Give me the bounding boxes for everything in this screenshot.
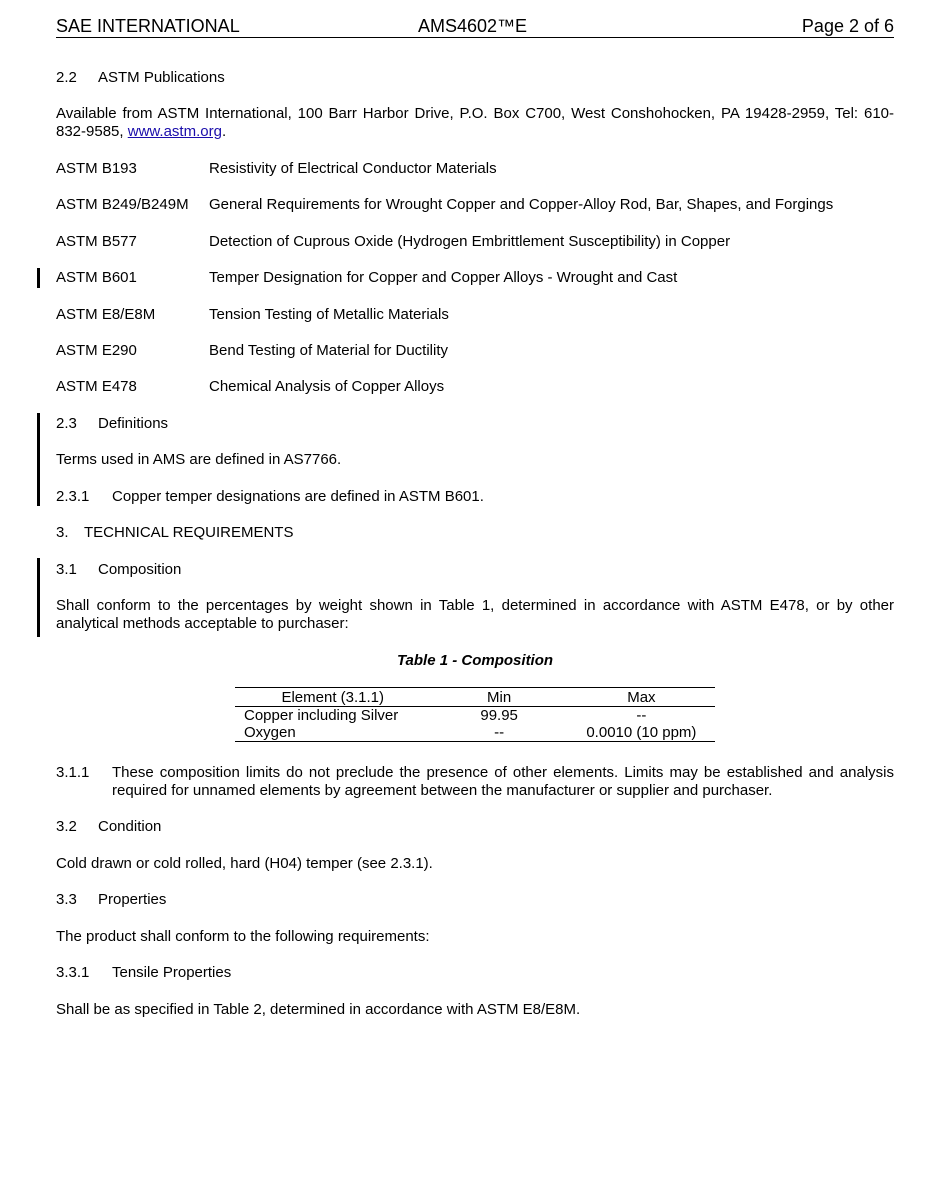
section-3-1-heading: 3.1 Composition (56, 561, 182, 578)
reference-title: Resistivity of Electrical Conductor Materials (209, 160, 497, 177)
reference-code: ASTM B193 (56, 160, 137, 177)
reference-code: ASTM B601 (56, 269, 137, 286)
section-3-1-1: 3.1.1 These composition limits do not preclude the presence of other elements. Limits may be established and analysis required for unnamed elements by agreement between the manufacturer or supplier and purchaser. (56, 764, 894, 799)
table-cell: Oxygen (235, 724, 431, 742)
table-header-cell: Max (568, 688, 715, 707)
table-header-row (235, 688, 715, 707)
change-bar (37, 558, 40, 637)
header-doc-number: AMS4602™E (418, 16, 528, 36)
change-bar (37, 413, 40, 506)
astm-website-link[interactable]: www.astm.org (127, 123, 222, 140)
reference-title: Detection of Cuprous Oxide (Hydrogen Embrittlement Susceptibility) in Copper (209, 233, 731, 250)
header-page-number: Page 2 of 6 (801, 16, 894, 36)
table-cell: 0.0010 (10 ppm) (568, 724, 715, 742)
table-cell: Copper including Silver (244, 707, 399, 724)
section-3-3-1-heading: 3.3.1 Tensile Properties (56, 964, 232, 981)
reference-code: ASTM E8/E8M (56, 306, 156, 323)
reference-code: ASTM E290 (56, 342, 137, 359)
table-cell: 99.95 (480, 707, 518, 724)
table-header-cell: Element (3.1.1) (235, 688, 431, 707)
table-row (235, 707, 715, 725)
astm-availability-paragraph: Available from ASTM International, 100 Barr Harbor Drive, P.O. Box C700, West Conshohocken, PA 19428-2959, Tel: 610-832-9585, www.astm.org. (56, 105, 894, 140)
reference-code: ASTM B577 (56, 233, 137, 250)
section-3-heading: 3. TECHNICAL REQUIREMENTS (56, 524, 294, 541)
section-3-2-heading: 3.2 Condition (56, 818, 162, 835)
section-3-1-text: Shall conform to the percentages by weight shown in Table 1, determined in accordance with ASTM E478, or by other analytical methods acceptable to purchaser: (56, 597, 894, 632)
reference-code: ASTM B249/B249M (56, 196, 189, 213)
section-2-3-1: 2.3.1 Copper temper designations are defined in ASTM B601. (56, 488, 484, 505)
header-org: SAE INTERNATIONAL (56, 16, 240, 36)
section-2-3-heading: 2.3 Definitions (56, 415, 169, 432)
reference-title: Chemical Analysis of Copper Alloys (209, 378, 445, 395)
table-row (235, 724, 715, 742)
table-header-cell: Min (431, 688, 568, 707)
composition-table (235, 687, 715, 742)
reference-title: Bend Testing of Material for Ductility (209, 342, 448, 359)
table-cell: -- (636, 707, 647, 724)
section-3-3-1-text: Shall be as specified in Table 2, determined in accordance with ASTM E8/E8M. (56, 1001, 581, 1018)
section-3-2-text: Cold drawn or cold rolled, hard (H04) temper (see 2.3.1). (56, 855, 433, 872)
reference-title: Temper Designation for Copper and Copper Alloys - Wrought and Cast (209, 269, 678, 286)
reference-title: Tension Testing of Metallic Materials (209, 306, 449, 323)
reference-title: General Requirements for Wrought Copper and Copper-Alloy Rod, Bar, Shapes, and Forgings (209, 196, 834, 213)
reference-code: ASTM E478 (56, 378, 137, 395)
section-2-2-heading: 2.2 ASTM Publications (56, 69, 225, 86)
section-3-3-text: The product shall conform to the following requirements: (56, 928, 430, 945)
section-2-3-text: Terms used in AMS are defined in AS7766. (56, 451, 342, 468)
section-3-3-heading: 3.3 Properties (56, 891, 167, 908)
change-bar (37, 268, 40, 288)
page-header (56, 15, 894, 38)
table-cell: -- (431, 724, 568, 742)
table-1-caption: Table 1 - Composition (396, 652, 554, 669)
